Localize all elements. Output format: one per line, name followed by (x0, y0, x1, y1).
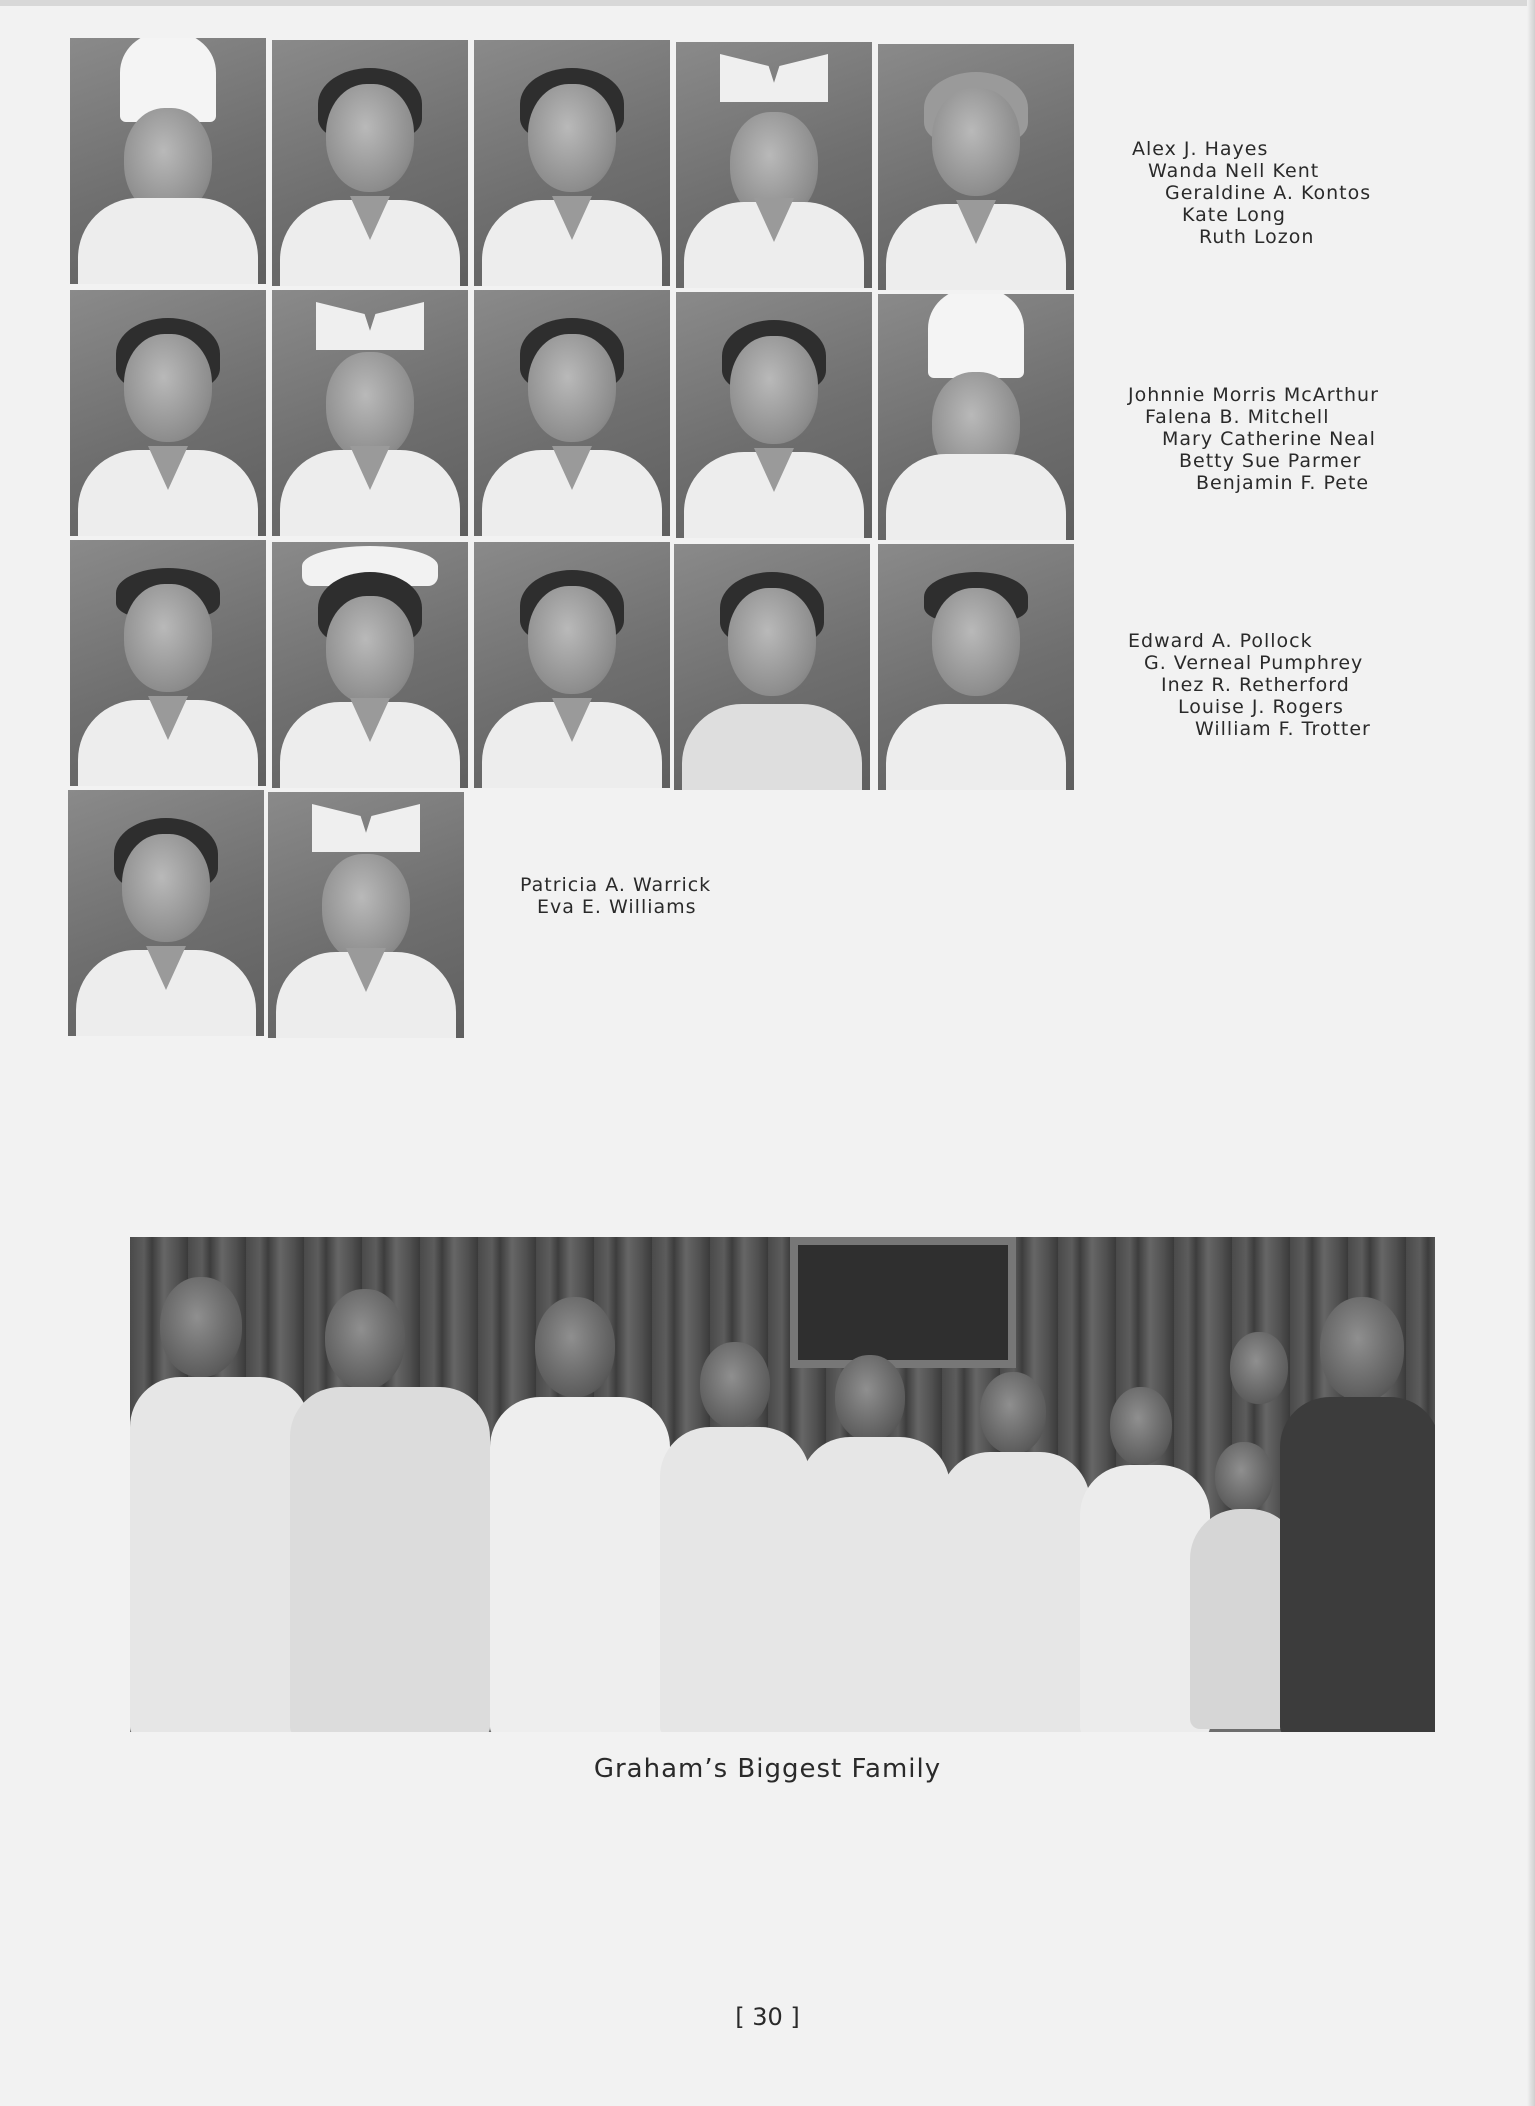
name-line: Inez R. Retherford (1161, 674, 1350, 696)
portrait-benjamin-pete (878, 294, 1074, 540)
name-line: Kate Long (1182, 204, 1286, 226)
name-line: Patricia A. Warrick (520, 874, 712, 896)
name-line: Betty Sue Parmer (1179, 450, 1362, 472)
name-line: Ruth Lozon (1199, 226, 1315, 248)
portrait-kate-long (676, 42, 872, 288)
portrait-alex-hayes (70, 38, 266, 284)
page-number: [ 30 ] (735, 2003, 800, 2031)
portrait-falena-mitchell (272, 290, 468, 536)
portrait-johnnie-mcarthur (70, 290, 266, 536)
page-top-edge (0, 0, 1535, 6)
portrait-eva-williams (268, 792, 464, 1038)
portrait-wanda-kent (272, 40, 468, 286)
name-line: Mary Catherine Neal (1162, 428, 1376, 450)
portrait-inez-retherford (474, 542, 670, 788)
portrait-mary-neal (474, 290, 670, 536)
name-line: Wanda Nell Kent (1148, 160, 1320, 182)
portrait-verneal-pumphrey (272, 542, 468, 788)
page-right-edge (1527, 0, 1535, 2106)
names-group-2 (1128, 384, 1379, 494)
window (790, 1237, 1016, 1368)
name-line: Benjamin F. Pete (1196, 472, 1370, 494)
name-line: Louise J. Rogers (1178, 696, 1344, 718)
portrait-ruth-lozon (878, 44, 1074, 290)
portrait-betty-parmer (676, 292, 872, 538)
portrait-edward-pollock (70, 540, 266, 786)
name-line: G. Verneal Pumphrey (1144, 652, 1364, 674)
name-line: Johnnie Morris McArthur (1128, 384, 1379, 406)
name-line: Eva E. Williams (537, 896, 697, 918)
group-photograph (130, 1237, 1435, 1732)
names-group-3 (1128, 630, 1371, 740)
names-group-1 (1132, 138, 1371, 248)
name-line: Edward A. Pollock (1128, 630, 1313, 652)
portrait-william-trotter (878, 544, 1074, 790)
name-line: William F. Trotter (1195, 718, 1371, 740)
portrait-louise-rogers (674, 544, 870, 790)
photo-caption: Graham’s Biggest Family (593, 1754, 942, 1784)
name-line: Geraldine A. Kontos (1165, 182, 1372, 204)
names-group-4 (520, 874, 711, 918)
portrait-patricia-warrick (68, 790, 264, 1036)
name-line: Alex J. Hayes (1132, 138, 1269, 160)
name-line: Falena B. Mitchell (1145, 406, 1330, 428)
portrait-geraldine-kontos (474, 40, 670, 286)
